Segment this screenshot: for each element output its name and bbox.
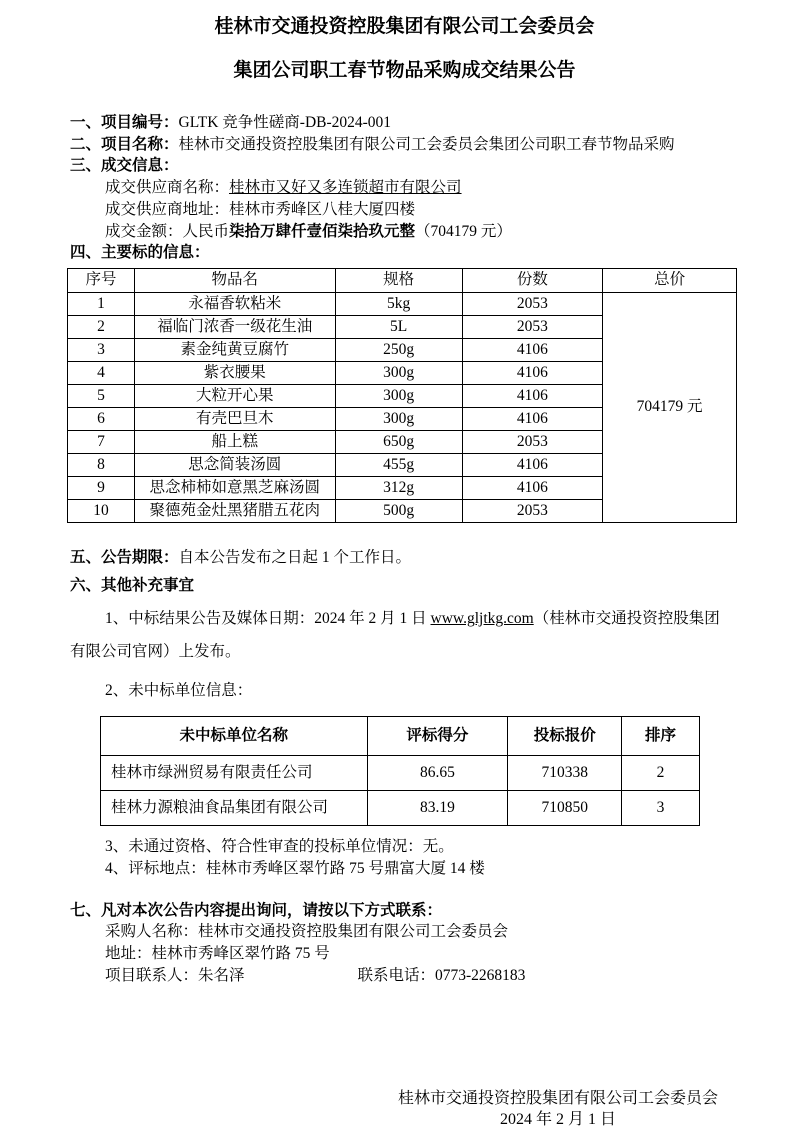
items-col-qty: 份数	[462, 268, 602, 292]
table-cell: 250g	[335, 338, 462, 361]
bidders-col-price: 投标报价	[508, 717, 622, 756]
losing-bidders-table	[100, 716, 700, 826]
award-media-prefix: 1、中标结果公告及媒体日期：2024 年 2 月 1 日	[105, 610, 431, 628]
table-cell: 312g	[335, 476, 462, 499]
table-cell: 10	[68, 499, 135, 522]
document-title-line1: 桂林市交通投资控股集团有限公司工会委员会	[214, 16, 595, 37]
evaluation-location-line: 4、评标地点：桂林市秀峰区翠竹路 75 号鼎富大厦 14 楼	[105, 860, 485, 878]
table-cell: 2	[68, 315, 135, 338]
items-col-index: 序号	[68, 268, 135, 292]
table-cell: 4106	[462, 453, 602, 476]
project-number-label: 一、项目编号：	[70, 114, 179, 131]
contact-person-line	[105, 965, 739, 987]
table-cell: 4	[68, 361, 135, 384]
announce-period-value: 自本公告发布之日起 1 个工作日。	[178, 548, 412, 566]
table-cell: 86.65	[367, 756, 508, 791]
signature-block	[377, 1088, 739, 1131]
supplier-name-label: 成交供应商名称：	[105, 179, 230, 197]
award-amount-numeric: （704179 元）	[415, 222, 512, 240]
table-cell: 福临门浓香一级花生油	[134, 315, 335, 338]
supplier-name-value: 桂林市又好又多连锁超市有限公司	[229, 179, 462, 197]
supplier-address-value: 桂林市秀峰区八桂大厦四楼	[229, 200, 416, 218]
section-main-items	[70, 242, 739, 264]
purchaser-name-line: 采购人名称：桂林市交通投资控股集团有限公司工会委员会	[105, 923, 509, 941]
table-cell: 思念简装汤圆	[134, 453, 335, 476]
table-cell: 3	[622, 791, 700, 826]
table-cell: 650g	[335, 430, 462, 453]
award-media-suffix: （桂林市交通投资控股集团	[533, 610, 720, 628]
section-announce-period	[70, 547, 739, 569]
table-cell: 83.19	[367, 791, 508, 826]
document-title-line2: 集团公司职工春节物品采购成交结果公告	[233, 60, 576, 81]
bidders-col-rank: 排序	[622, 717, 700, 756]
table-cell: 桂林力源粮油食品集团有限公司	[101, 791, 368, 826]
project-name-label: 二、项目名称：	[70, 135, 179, 153]
table-cell: 素金纯黄豆腐竹	[134, 338, 335, 361]
table-cell: 5L	[335, 315, 462, 338]
table-cell: 8	[68, 453, 135, 476]
table-cell: 300g	[335, 407, 462, 430]
project-number-value: GLTK 竞争性磋商-DB-2024-001	[178, 114, 392, 131]
award-amount-chinese: 柒拾万肆仟壹佰柒拾玖元整	[229, 222, 416, 240]
table-row	[101, 756, 700, 791]
table-cell: 5	[68, 384, 135, 407]
table-cell: 4106	[462, 407, 602, 430]
items-table	[67, 268, 737, 523]
table-cell: 6	[68, 407, 135, 430]
signature-org: 桂林市交通投资控股集团有限公司工会委员会	[397, 1089, 718, 1107]
section-contact	[70, 900, 739, 922]
table-cell: 船上糕	[134, 430, 335, 453]
supplier-address-label: 成交供应商地址：	[105, 200, 230, 218]
table-cell: 2053	[462, 292, 602, 315]
losing-bidders-heading	[70, 674, 739, 707]
section-other-matters	[70, 575, 739, 597]
table-cell: 5kg	[335, 292, 462, 315]
table-cell: 9	[68, 476, 135, 499]
table-cell: 2	[622, 756, 700, 791]
items-col-spec: 规格	[335, 268, 462, 292]
items-table-header-row	[68, 268, 737, 292]
award-amount-label: 成交金额：人民币	[105, 222, 230, 240]
table-row	[101, 791, 700, 826]
contact-person: 项目联系人：朱名泽	[105, 966, 245, 984]
table-cell: 4106	[462, 361, 602, 384]
table-cell: 2053	[462, 315, 602, 338]
award-media-paragraph	[70, 602, 739, 668]
table-cell: 455g	[335, 453, 462, 476]
table-cell: 4106	[462, 338, 602, 361]
award-amount-line	[105, 221, 739, 243]
purchaser-address-line: 地址：桂林市秀峰区翠竹路 75 号	[105, 945, 330, 963]
main-items-label: 四、主要标的信息：	[70, 244, 210, 262]
table-cell: 聚德苑金灶黑猪腊五花肉	[134, 499, 335, 522]
supplier-name-line	[105, 177, 739, 199]
section-project-number	[70, 112, 739, 134]
table-cell: 3	[68, 338, 135, 361]
table-cell: 710850	[508, 791, 622, 826]
items-col-total: 总价	[603, 268, 737, 292]
table-cell: 紫衣腰果	[134, 361, 335, 384]
bidders-col-name: 未中标单位名称	[101, 717, 368, 756]
total-price-cell: 704179 元	[603, 292, 737, 522]
website-link[interactable]: www.gljtkg.com	[430, 610, 534, 628]
table-cell: 桂林市绿洲贸易有限责任公司	[101, 756, 368, 791]
losing-bidders-label: 2、未中标单位信息：	[105, 682, 253, 700]
losing-bidders-header-row	[101, 717, 700, 756]
supplier-address-line	[105, 199, 739, 221]
announce-period-label: 五、公告期限：	[70, 548, 179, 566]
table-cell: 思念柿柿如意黑芝麻汤圆	[134, 476, 335, 499]
table-cell: 4106	[462, 476, 602, 499]
table-cell: 300g	[335, 384, 462, 407]
table-cell: 有壳巴旦木	[134, 407, 335, 430]
other-matters-label: 六、其他补充事宜	[70, 576, 195, 594]
section-project-name	[70, 134, 739, 156]
project-name-value: 桂林市交通投资控股集团有限公司工会委员会集团公司职工春节物品采购	[178, 135, 675, 153]
table-row	[68, 292, 737, 315]
contact-section-label: 七、凡对本次公告内容提出询问，请按以下方式联系：	[70, 901, 443, 919]
bidders-col-score: 评标得分	[367, 717, 508, 756]
table-cell: 2053	[462, 430, 602, 453]
section-award-info	[70, 155, 739, 177]
intro-sections	[70, 112, 739, 264]
table-cell: 300g	[335, 361, 462, 384]
table-cell: 710338	[508, 756, 622, 791]
contact-phone: 联系电话：0773-2268183	[357, 966, 526, 984]
table-cell: 2053	[462, 499, 602, 522]
award-info-label: 三、成交信息：	[70, 157, 179, 175]
table-cell: 500g	[335, 499, 462, 522]
table-cell: 4106	[462, 384, 602, 407]
signature-date: 2024 年 2 月 1 日	[499, 1111, 616, 1129]
table-cell: 1	[68, 292, 135, 315]
unqualified-bidders-line: 3、未通过资格、符合性审查的投标单位情况：无。	[105, 838, 454, 856]
items-col-name: 物品名	[134, 268, 335, 292]
table-cell: 大粒开心果	[134, 384, 335, 407]
table-cell: 永福香软粘米	[134, 292, 335, 315]
table-cell: 7	[68, 430, 135, 453]
award-media-continuation: 有限公司官网）上发布。	[70, 643, 241, 661]
